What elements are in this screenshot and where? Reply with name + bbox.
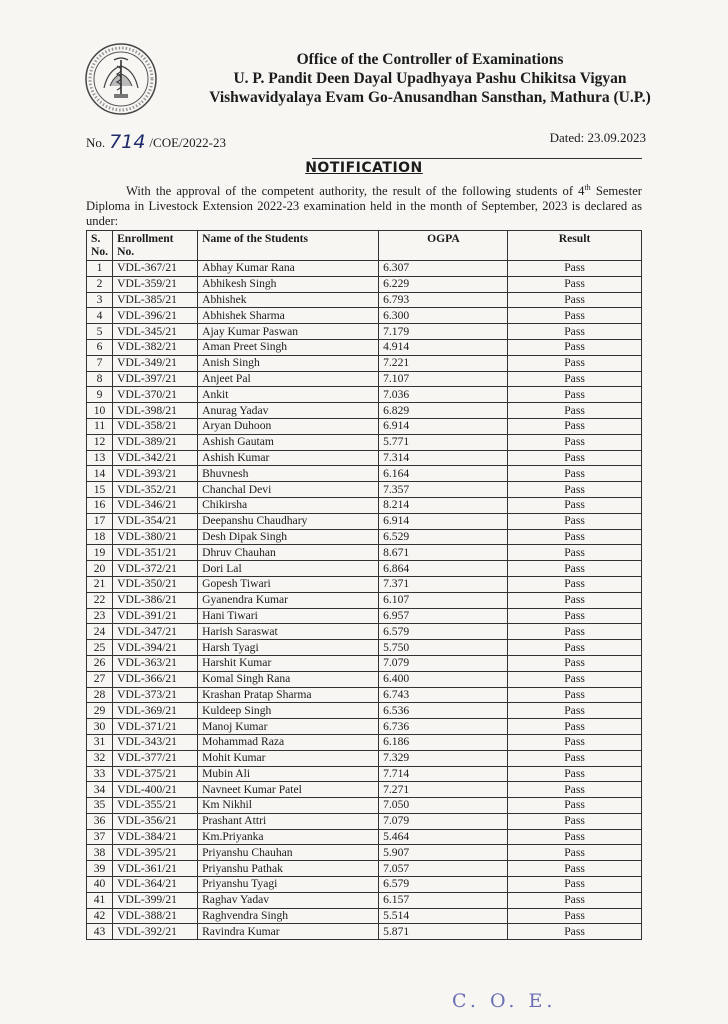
cell-enrollment: VDL-354/21 [113, 513, 198, 529]
table-row [87, 466, 642, 482]
notification-title: NOTIFICATION [305, 160, 423, 176]
cell-result: Pass [508, 387, 642, 403]
cell-ogpa: 6.914 [379, 418, 508, 434]
cell-ogpa: 5.514 [379, 908, 508, 924]
notification-intro [86, 180, 642, 229]
cell-sno: 38 [87, 845, 113, 861]
table-row [87, 861, 642, 877]
reference-row [86, 126, 646, 153]
cell-sno: 23 [87, 608, 113, 624]
cell-result: Pass [508, 845, 642, 861]
cell-result: Pass [508, 592, 642, 608]
cell-name: Mohit Kumar [198, 750, 379, 766]
cell-enrollment: VDL-377/21 [113, 750, 198, 766]
cell-ogpa: 6.829 [379, 403, 508, 419]
cell-sno: 9 [87, 387, 113, 403]
cell-ogpa: 8.671 [379, 545, 508, 561]
cell-name: Mubin Ali [198, 766, 379, 782]
cell-sno: 35 [87, 798, 113, 814]
cell-sno: 39 [87, 861, 113, 877]
table-row [87, 292, 642, 308]
cell-ogpa: 7.057 [379, 861, 508, 877]
table-row [87, 513, 642, 529]
cell-enrollment: VDL-352/21 [113, 482, 198, 498]
cell-ogpa: 8.214 [379, 497, 508, 513]
cell-name: Kuldeep Singh [198, 703, 379, 719]
cell-ogpa: 6.400 [379, 671, 508, 687]
cell-result: Pass [508, 782, 642, 798]
table-row [87, 687, 642, 703]
reference-date: Dated: 23.09.2023 [549, 130, 646, 145]
cell-ogpa: 5.750 [379, 640, 508, 656]
cell-name: Navneet Kumar Patel [198, 782, 379, 798]
cell-sno: 25 [87, 640, 113, 656]
table-row [87, 750, 642, 766]
cell-enrollment: VDL-391/21 [113, 608, 198, 624]
table-row [87, 671, 642, 687]
table-row [87, 845, 642, 861]
cell-name: Deepanshu Chaudhary [198, 513, 379, 529]
cell-ogpa: 6.186 [379, 734, 508, 750]
cell-ogpa: 7.314 [379, 450, 508, 466]
cell-result: Pass [508, 561, 642, 577]
cell-result: Pass [508, 482, 642, 498]
cell-sno: 28 [87, 687, 113, 703]
cell-sno: 1 [87, 261, 113, 277]
cell-result: Pass [508, 861, 642, 877]
divider [312, 158, 642, 159]
cell-result: Pass [508, 324, 642, 340]
cell-enrollment: VDL-375/21 [113, 766, 198, 782]
cell-result: Pass [508, 261, 642, 277]
table-row [87, 624, 642, 640]
cell-name: Km.Priyanka [198, 829, 379, 845]
cell-result: Pass [508, 339, 642, 355]
cell-enrollment: VDL-395/21 [113, 845, 198, 861]
header-enrollment: Enrollment No. [113, 231, 198, 261]
cell-sno: 21 [87, 576, 113, 592]
cell-enrollment: VDL-389/21 [113, 434, 198, 450]
cell-result: Pass [508, 671, 642, 687]
cell-result: Pass [508, 877, 642, 893]
cell-ogpa: 6.957 [379, 608, 508, 624]
cell-ogpa: 6.536 [379, 703, 508, 719]
cell-name: Dori Lal [198, 561, 379, 577]
table-row [87, 640, 642, 656]
cell-result: Pass [508, 545, 642, 561]
cell-sno: 8 [87, 371, 113, 387]
table-row [87, 608, 642, 624]
cell-sno: 16 [87, 497, 113, 513]
cell-ogpa: 7.357 [379, 482, 508, 498]
cell-sno: 40 [87, 877, 113, 893]
cell-ogpa: 7.050 [379, 798, 508, 814]
cell-result: Pass [508, 497, 642, 513]
university-seal-icon [84, 42, 158, 116]
cell-sno: 33 [87, 766, 113, 782]
cell-result: Pass [508, 576, 642, 592]
cell-ogpa: 6.307 [379, 261, 508, 277]
cell-sno: 43 [87, 924, 113, 940]
cell-sno: 29 [87, 703, 113, 719]
cell-result: Pass [508, 608, 642, 624]
table-row [87, 450, 642, 466]
cell-enrollment: VDL-367/21 [113, 261, 198, 277]
cell-ogpa: 5.871 [379, 924, 508, 940]
handwritten-number: 714 [109, 131, 146, 153]
cell-name: Km Nikhil [198, 798, 379, 814]
office-header [170, 50, 690, 107]
cell-ogpa: 5.464 [379, 829, 508, 845]
cell-name: Harsh Tyagi [198, 640, 379, 656]
cell-enrollment: VDL-366/21 [113, 671, 198, 687]
cell-enrollment: VDL-396/21 [113, 308, 198, 324]
cell-ogpa: 4.914 [379, 339, 508, 355]
cell-name: Prashant Attri [198, 813, 379, 829]
cell-result: Pass [508, 687, 642, 703]
table-row [87, 813, 642, 829]
cell-result: Pass [508, 466, 642, 482]
intro-superscript: th [584, 183, 591, 192]
cell-enrollment: VDL-361/21 [113, 861, 198, 877]
cell-name: Desh Dipak Singh [198, 529, 379, 545]
cell-sno: 5 [87, 324, 113, 340]
cell-result: Pass [508, 798, 642, 814]
table-row [87, 703, 642, 719]
cell-sno: 13 [87, 450, 113, 466]
cell-enrollment: VDL-371/21 [113, 719, 198, 735]
cell-sno: 7 [87, 355, 113, 371]
table-row [87, 561, 642, 577]
cell-result: Pass [508, 450, 642, 466]
cell-result: Pass [508, 292, 642, 308]
cell-ogpa: 5.771 [379, 434, 508, 450]
cell-name: Chikirsha [198, 497, 379, 513]
cell-name: Mohammad Raza [198, 734, 379, 750]
cell-sno: 11 [87, 418, 113, 434]
cell-ogpa: 6.736 [379, 719, 508, 735]
table-row [87, 782, 642, 798]
table-header-row [87, 231, 642, 261]
cell-sno: 42 [87, 908, 113, 924]
cell-enrollment: VDL-370/21 [113, 387, 198, 403]
table-row [87, 877, 642, 893]
cell-ogpa: 6.157 [379, 892, 508, 908]
cell-name: Chanchal Devi [198, 482, 379, 498]
cell-ogpa: 5.907 [379, 845, 508, 861]
cell-result: Pass [508, 655, 642, 671]
header-university-line-2: Vishwavidyalaya Evam Go-Anusandhan Sansthan, Mathura (U.P.) [209, 89, 651, 106]
cell-result: Pass [508, 418, 642, 434]
cell-enrollment: VDL-350/21 [113, 576, 198, 592]
cell-enrollment: VDL-355/21 [113, 798, 198, 814]
cell-ogpa: 7.329 [379, 750, 508, 766]
cell-name: Abhishek Sharma [198, 308, 379, 324]
cell-result: Pass [508, 750, 642, 766]
cell-enrollment: VDL-394/21 [113, 640, 198, 656]
cell-name: Aryan Duhoon [198, 418, 379, 434]
cell-name: Abhikesh Singh [198, 276, 379, 292]
cell-result: Pass [508, 829, 642, 845]
table-row [87, 308, 642, 324]
cell-sno: 3 [87, 292, 113, 308]
table-row [87, 529, 642, 545]
cell-result: Pass [508, 640, 642, 656]
cell-ogpa: 6.107 [379, 592, 508, 608]
cell-enrollment: VDL-347/21 [113, 624, 198, 640]
cell-name: Ajay Kumar Paswan [198, 324, 379, 340]
cell-name: Raghav Yadav [198, 892, 379, 908]
cell-name: Ankit [198, 387, 379, 403]
header-ogpa: OGPA [379, 231, 508, 261]
table-row [87, 592, 642, 608]
cell-result: Pass [508, 813, 642, 829]
cell-name: Komal Singh Rana [198, 671, 379, 687]
cell-ogpa: 7.271 [379, 782, 508, 798]
cell-sno: 12 [87, 434, 113, 450]
cell-ogpa: 6.793 [379, 292, 508, 308]
cell-result: Pass [508, 719, 642, 735]
cell-result: Pass [508, 355, 642, 371]
cell-name: Anish Singh [198, 355, 379, 371]
cell-ogpa: 7.371 [379, 576, 508, 592]
cell-sno: 31 [87, 734, 113, 750]
cell-enrollment: VDL-393/21 [113, 466, 198, 482]
cell-sno: 2 [87, 276, 113, 292]
cell-enrollment: VDL-392/21 [113, 924, 198, 940]
table-row [87, 324, 642, 340]
cell-ogpa: 7.036 [379, 387, 508, 403]
cell-result: Pass [508, 276, 642, 292]
table-row [87, 719, 642, 735]
cell-ogpa: 6.229 [379, 276, 508, 292]
header-sno: S. No. [87, 231, 113, 261]
cell-enrollment: VDL-388/21 [113, 908, 198, 924]
cell-result: Pass [508, 766, 642, 782]
cell-name: Hani Tiwari [198, 608, 379, 624]
table-row [87, 403, 642, 419]
intro-text-part-2: Semester Diploma in Livestock Extension 2022-23 examination held in the month of September, 2023 is declared as under: [86, 184, 642, 229]
table-row [87, 892, 642, 908]
cell-sno: 15 [87, 482, 113, 498]
cell-ogpa: 6.743 [379, 687, 508, 703]
cell-name: Dhruv Chauhan [198, 545, 379, 561]
table-row [87, 387, 642, 403]
table-row [87, 545, 642, 561]
table-row [87, 829, 642, 845]
table-row [87, 766, 642, 782]
table-row [87, 908, 642, 924]
cell-result: Pass [508, 434, 642, 450]
cell-enrollment: VDL-400/21 [113, 782, 198, 798]
cell-name: Priyanshu Chauhan [198, 845, 379, 861]
header-university-line-1: U. P. Pandit Deen Dayal Upadhyaya Pashu Chikitsa Vigyan [233, 70, 627, 87]
results-table-body [87, 261, 642, 940]
cell-enrollment: VDL-385/21 [113, 292, 198, 308]
cell-enrollment: VDL-349/21 [113, 355, 198, 371]
cell-ogpa: 7.079 [379, 813, 508, 829]
cell-result: Pass [508, 624, 642, 640]
table-row [87, 339, 642, 355]
cell-sno: 10 [87, 403, 113, 419]
cell-name: Harish Saraswat [198, 624, 379, 640]
cell-enrollment: VDL-373/21 [113, 687, 198, 703]
table-row [87, 482, 642, 498]
cell-enrollment: VDL-346/21 [113, 497, 198, 513]
table-row [87, 355, 642, 371]
cell-ogpa: 6.579 [379, 624, 508, 640]
cell-ogpa: 6.864 [379, 561, 508, 577]
table-row [87, 798, 642, 814]
table-row [87, 261, 642, 277]
cell-name: Harshit Kumar [198, 655, 379, 671]
cell-name: Ravindra Kumar [198, 924, 379, 940]
cell-name: Manoj Kumar [198, 719, 379, 735]
cell-enrollment: VDL-351/21 [113, 545, 198, 561]
table-row [87, 497, 642, 513]
cell-sno: 36 [87, 813, 113, 829]
cell-ogpa: 6.529 [379, 529, 508, 545]
cell-enrollment: VDL-397/21 [113, 371, 198, 387]
cell-enrollment: VDL-372/21 [113, 561, 198, 577]
intro-text-part-1: With the approval of the competent authority, the result of the following students of 4 [126, 184, 585, 199]
cell-sno: 14 [87, 466, 113, 482]
cell-sno: 24 [87, 624, 113, 640]
header-result: Result [508, 231, 642, 261]
cell-ogpa: 7.107 [379, 371, 508, 387]
cell-name: Krashan Pratap Sharma [198, 687, 379, 703]
cell-enrollment: VDL-345/21 [113, 324, 198, 340]
cell-sno: 4 [87, 308, 113, 324]
cell-result: Pass [508, 703, 642, 719]
cell-ogpa: 7.179 [379, 324, 508, 340]
cell-sno: 41 [87, 892, 113, 908]
cell-ogpa: 6.579 [379, 877, 508, 893]
cell-enrollment: VDL-398/21 [113, 403, 198, 419]
table-row [87, 418, 642, 434]
cell-result: Pass [508, 403, 642, 419]
cell-enrollment: VDL-363/21 [113, 655, 198, 671]
cell-enrollment: VDL-382/21 [113, 339, 198, 355]
table-row [87, 576, 642, 592]
cell-enrollment: VDL-399/21 [113, 892, 198, 908]
cell-ogpa: 6.300 [379, 308, 508, 324]
cell-result: Pass [508, 892, 642, 908]
cell-sno: 30 [87, 719, 113, 735]
header-name: Name of the Students [198, 231, 379, 261]
table-row [87, 371, 642, 387]
cell-result: Pass [508, 308, 642, 324]
cell-result: Pass [508, 529, 642, 545]
cell-ogpa: 7.079 [379, 655, 508, 671]
cell-sno: 26 [87, 655, 113, 671]
cell-ogpa: 6.914 [379, 513, 508, 529]
cell-enrollment: VDL-358/21 [113, 418, 198, 434]
cell-enrollment: VDL-356/21 [113, 813, 198, 829]
cell-enrollment: VDL-369/21 [113, 703, 198, 719]
cell-name: Anjeet Pal [198, 371, 379, 387]
results-table [86, 230, 642, 940]
table-row [87, 924, 642, 940]
cell-name: Gopesh Tiwari [198, 576, 379, 592]
table-row [87, 276, 642, 292]
reference-prefix: No. [86, 135, 106, 150]
cell-ogpa: 7.221 [379, 355, 508, 371]
cell-ogpa: 6.164 [379, 466, 508, 482]
table-row [87, 434, 642, 450]
cell-result: Pass [508, 513, 642, 529]
cell-sno: 34 [87, 782, 113, 798]
cell-sno: 6 [87, 339, 113, 355]
cell-enrollment: VDL-342/21 [113, 450, 198, 466]
cell-result: Pass [508, 371, 642, 387]
coe-stamp: C. O. E. [452, 990, 557, 1012]
cell-sno: 22 [87, 592, 113, 608]
cell-enrollment: VDL-384/21 [113, 829, 198, 845]
cell-name: Bhuvnesh [198, 466, 379, 482]
cell-enrollment: VDL-386/21 [113, 592, 198, 608]
cell-sno: 20 [87, 561, 113, 577]
cell-result: Pass [508, 924, 642, 940]
cell-name: Gyanendra Kumar [198, 592, 379, 608]
cell-name: Raghvendra Singh [198, 908, 379, 924]
cell-ogpa: 7.714 [379, 766, 508, 782]
cell-sno: 17 [87, 513, 113, 529]
table-row [87, 734, 642, 750]
reference-suffix: /COE/2022-23 [149, 135, 226, 150]
cell-enrollment: VDL-380/21 [113, 529, 198, 545]
cell-name: Ashish Kumar [198, 450, 379, 466]
cell-name: Priyanshu Pathak [198, 861, 379, 877]
cell-name: Aman Preet Singh [198, 339, 379, 355]
cell-sno: 18 [87, 529, 113, 545]
cell-sno: 32 [87, 750, 113, 766]
cell-enrollment: VDL-364/21 [113, 877, 198, 893]
cell-name: Abhay Kumar Rana [198, 261, 379, 277]
cell-name: Ashish Gautam [198, 434, 379, 450]
cell-sno: 27 [87, 671, 113, 687]
cell-enrollment: VDL-359/21 [113, 276, 198, 292]
cell-name: Anurag Yadav [198, 403, 379, 419]
cell-result: Pass [508, 734, 642, 750]
cell-name: Priyanshu Tyagi [198, 877, 379, 893]
cell-sno: 37 [87, 829, 113, 845]
cell-name: Abhishek [198, 292, 379, 308]
header-office-name: Office of the Controller of Examinations [296, 51, 564, 68]
reference-number [86, 130, 226, 152]
cell-sno: 19 [87, 545, 113, 561]
cell-enrollment: VDL-343/21 [113, 734, 198, 750]
cell-result: Pass [508, 908, 642, 924]
table-row [87, 655, 642, 671]
